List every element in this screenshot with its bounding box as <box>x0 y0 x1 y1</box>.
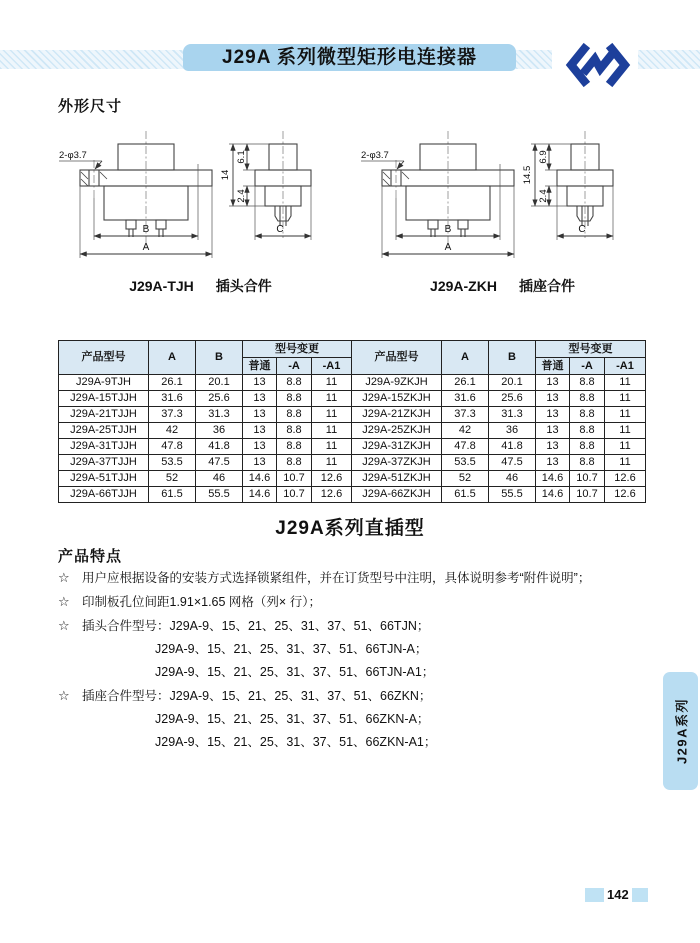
col-suffix-a-left: -A <box>277 358 312 375</box>
footer-right-block <box>632 888 648 902</box>
value-cell: 47.8 <box>442 439 489 455</box>
dimension-table <box>58 340 646 503</box>
value-cell: 12.6 <box>312 487 352 503</box>
col-suffix-a-right: -A <box>570 358 605 375</box>
value-cell: 8.8 <box>277 423 312 439</box>
value-cell: 47.8 <box>149 439 196 455</box>
value-cell: 14.6 <box>243 487 277 503</box>
feature-text: J29A-9、15、21、25、31、37、51、66ZKN-A1； <box>155 735 437 749</box>
value-cell: 10.7 <box>570 471 605 487</box>
table-row <box>59 423 646 439</box>
value-cell: 8.8 <box>570 439 605 455</box>
value-cell: 13 <box>536 439 570 455</box>
drawing-socket <box>360 128 645 268</box>
value-cell: 14.6 <box>536 471 570 487</box>
value-cell: 61.5 <box>149 487 196 503</box>
drawing-model-label: J29A-ZKH <box>430 278 497 294</box>
feature-text: J29A-9、15、21、25、31、37、51、66TJN-A1； <box>155 665 435 679</box>
col-normal-left: 普通 <box>243 358 277 375</box>
value-cell: 8.8 <box>277 391 312 407</box>
feature-text: 插座合件型号：J29A-9、15、21、25、31、37、51、66ZKN； <box>82 689 432 703</box>
col-a-right: A <box>442 341 489 375</box>
value-cell: 11 <box>312 423 352 439</box>
dim-a-label: A <box>444 242 452 253</box>
value-cell: 36 <box>196 423 243 439</box>
table-row <box>59 375 646 391</box>
model-cell: J29A-9ZKJH <box>352 375 442 391</box>
dim-bottom-height-label: 2.4 <box>236 189 247 203</box>
model-cell: J29A-51ZKJH <box>352 471 442 487</box>
brand-logo <box>552 36 638 90</box>
value-cell: 25.6 <box>196 391 243 407</box>
model-cell: J29A-31TJJH <box>59 439 149 455</box>
features-heading: 产品特点 <box>58 548 123 565</box>
value-cell: 31.3 <box>196 407 243 423</box>
brand-logo-icon <box>565 40 631 90</box>
value-cell: 61.5 <box>442 487 489 503</box>
series-heading: J29A系列直插型 <box>275 518 425 539</box>
value-cell: 13 <box>243 455 277 471</box>
value-cell: 14.6 <box>243 471 277 487</box>
value-cell: 8.8 <box>570 423 605 439</box>
value-cell: 13 <box>243 439 277 455</box>
value-cell: 20.1 <box>489 375 536 391</box>
value-cell: 8.8 <box>277 375 312 391</box>
value-cell: 13 <box>536 455 570 471</box>
value-cell: 53.5 <box>149 455 196 471</box>
model-cell: J29A-37TJJH <box>59 455 149 471</box>
value-cell: 13 <box>536 375 570 391</box>
col-b-right: B <box>489 341 536 375</box>
table-row <box>59 455 646 471</box>
feature-item <box>58 566 650 590</box>
series-side-tab[interactable] <box>663 672 698 790</box>
model-cell: J29A-51TJJH <box>59 471 149 487</box>
dim-top-height-label: 6.1 <box>236 150 247 164</box>
value-cell: 8.8 <box>570 375 605 391</box>
dim-bottom-height-label: 2.4 <box>538 189 549 203</box>
value-cell: 41.8 <box>489 439 536 455</box>
features-list <box>58 566 650 754</box>
page-footer <box>585 887 648 902</box>
dim-total-height-label: 14 <box>220 169 231 181</box>
value-cell: 37.3 <box>442 407 489 423</box>
value-cell: 12.6 <box>312 471 352 487</box>
drawing-part-label: 插座合件 <box>518 278 575 294</box>
model-cell: J29A-25ZKJH <box>352 423 442 439</box>
feature-item <box>58 638 650 661</box>
star-icon: ☆ <box>58 618 70 633</box>
col-normal-right: 普通 <box>536 358 570 375</box>
model-cell: J29A-21TJJH <box>59 407 149 423</box>
feature-item <box>58 590 650 614</box>
page-title: J29A 系列微型矩形电连接器 <box>183 44 516 71</box>
model-cell: J29A-21ZKJH <box>352 407 442 423</box>
value-cell: 13 <box>536 423 570 439</box>
value-cell: 13 <box>243 375 277 391</box>
col-suffix-a1-right: -A1 <box>605 358 646 375</box>
value-cell: 11 <box>312 439 352 455</box>
feature-text: J29A-9、15、21、25、31、37、51、66ZKN-A； <box>155 712 430 726</box>
value-cell: 8.8 <box>277 439 312 455</box>
feature-text: 用户应根据设备的安装方式选择锁紧组件，并在订货型号中注明，具体说明参考“附件说明”； <box>82 571 591 585</box>
drawing-model-label: J29A-TJH <box>129 278 194 294</box>
outline-drawing-svg <box>58 128 343 268</box>
value-cell: 11 <box>312 391 352 407</box>
value-cell: 13 <box>243 407 277 423</box>
model-cell: J29A-37ZKJH <box>352 455 442 471</box>
value-cell: 8.8 <box>570 455 605 471</box>
value-cell: 36 <box>489 423 536 439</box>
value-cell: 52 <box>149 471 196 487</box>
value-cell: 26.1 <box>442 375 489 391</box>
table-row <box>59 471 646 487</box>
value-cell: 52 <box>442 471 489 487</box>
value-cell: 42 <box>149 423 196 439</box>
value-cell: 26.1 <box>149 375 196 391</box>
dim-hole-label: 2-φ3.7 <box>59 150 87 161</box>
dim-b-label: B <box>142 224 150 235</box>
col-a-left: A <box>149 341 196 375</box>
drawing-caption-socket <box>360 276 645 296</box>
value-cell: 31.6 <box>149 391 196 407</box>
value-cell: 13 <box>536 391 570 407</box>
value-cell: 8.8 <box>277 455 312 471</box>
model-cell: J29A-66ZKJH <box>352 487 442 503</box>
value-cell: 14.6 <box>536 487 570 503</box>
feature-item <box>58 614 650 638</box>
value-cell: 13 <box>243 391 277 407</box>
value-cell: 10.7 <box>277 487 312 503</box>
model-cell: J29A-31ZKJH <box>352 439 442 455</box>
value-cell: 20.1 <box>196 375 243 391</box>
col-change-left: 型号变更 <box>243 341 352 358</box>
value-cell: 11 <box>312 375 352 391</box>
side-tab-label: J29A系列 <box>674 697 689 765</box>
col-suffix-a1-left: -A1 <box>312 358 352 375</box>
value-cell: 11 <box>312 407 352 423</box>
feature-text: 印制板孔位间距1.91×1.65 网格（列× 行）； <box>82 595 321 609</box>
star-icon: ☆ <box>58 570 70 585</box>
value-cell: 11 <box>605 391 646 407</box>
page-number: 142 <box>607 887 629 902</box>
value-cell: 46 <box>196 471 243 487</box>
value-cell: 12.6 <box>605 487 646 503</box>
drawing-caption-plug <box>58 276 343 296</box>
dim-total-height-label: 14.5 <box>522 165 533 185</box>
value-cell: 8.8 <box>570 407 605 423</box>
dim-b-label: B <box>444 224 452 235</box>
model-cell: J29A-66TJJH <box>59 487 149 503</box>
model-cell: J29A-15ZKJH <box>352 391 442 407</box>
value-cell: 11 <box>312 455 352 471</box>
table-row <box>59 439 646 455</box>
value-cell: 55.5 <box>489 487 536 503</box>
value-cell: 13 <box>243 423 277 439</box>
col-product-left: 产品型号 <box>59 341 149 375</box>
dim-c-label: C <box>276 224 284 235</box>
dim-hole-label: 2-φ3.7 <box>361 150 389 161</box>
value-cell: 11 <box>605 439 646 455</box>
value-cell: 53.5 <box>442 455 489 471</box>
value-cell: 31.3 <box>489 407 536 423</box>
dim-table-body <box>59 375 646 503</box>
value-cell: 11 <box>605 455 646 471</box>
table-row <box>59 487 646 503</box>
model-cell: J29A-9TJH <box>59 375 149 391</box>
value-cell: 37.3 <box>149 407 196 423</box>
outline-dimensions-heading: 外形尺寸 <box>58 98 123 115</box>
col-b-left: B <box>196 341 243 375</box>
value-cell: 10.7 <box>570 487 605 503</box>
col-change-right: 型号变更 <box>536 341 646 358</box>
value-cell: 11 <box>605 407 646 423</box>
value-cell: 47.5 <box>196 455 243 471</box>
feature-item <box>58 661 650 684</box>
feature-item <box>58 731 650 754</box>
value-cell: 47.5 <box>489 455 536 471</box>
value-cell: 31.6 <box>442 391 489 407</box>
model-cell: J29A-25TJJH <box>59 423 149 439</box>
value-cell: 42 <box>442 423 489 439</box>
value-cell: 55.5 <box>196 487 243 503</box>
outline-drawing-svg <box>360 128 645 268</box>
drawing-part-label: 插头合件 <box>215 278 272 294</box>
value-cell: 8.8 <box>570 391 605 407</box>
value-cell: 10.7 <box>277 471 312 487</box>
value-cell: 8.8 <box>277 407 312 423</box>
col-product-right: 产品型号 <box>352 341 442 375</box>
value-cell: 41.8 <box>196 439 243 455</box>
value-cell: 13 <box>536 407 570 423</box>
footer-left-block <box>585 888 604 902</box>
feature-item <box>58 708 650 731</box>
value-cell: 46 <box>489 471 536 487</box>
value-cell: 11 <box>605 375 646 391</box>
feature-text: 插头合件型号：J29A-9、15、21、25、31、37、51、66TJN； <box>82 619 430 633</box>
dim-top-height-label: 6.9 <box>538 150 549 164</box>
value-cell: 12.6 <box>605 471 646 487</box>
drawing-plug <box>58 128 343 268</box>
table-row <box>59 391 646 407</box>
feature-item <box>58 684 650 708</box>
dim-a-label: A <box>142 242 150 253</box>
dim-c-label: C <box>578 224 586 235</box>
star-icon: ☆ <box>58 688 70 703</box>
star-icon: ☆ <box>58 594 70 609</box>
feature-text: J29A-9、15、21、25、31、37、51、66TJN-A； <box>155 642 428 656</box>
model-cell: J29A-15TJJH <box>59 391 149 407</box>
value-cell: 11 <box>605 423 646 439</box>
value-cell: 25.6 <box>489 391 536 407</box>
table-row <box>59 407 646 423</box>
